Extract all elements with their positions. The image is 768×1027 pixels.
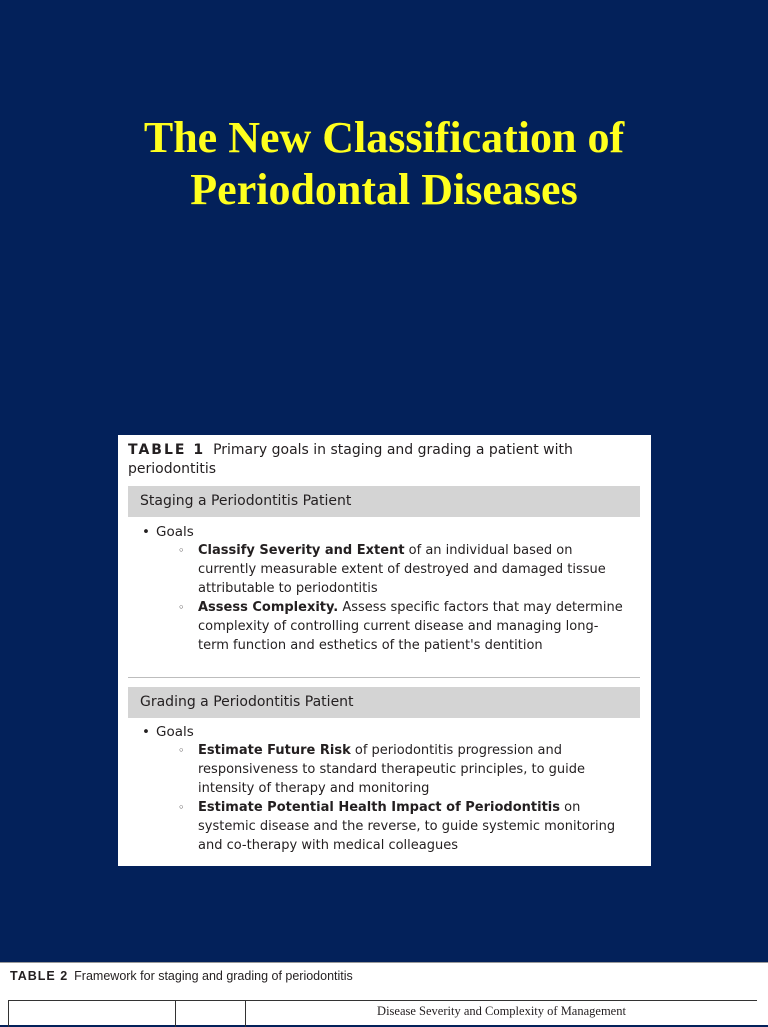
- grading-item-health-impact-text: on systemic disease and the reverse, to guide systemic monitoring and co-therapy with medical colleagues: [198, 800, 616, 853]
- grading-item-health-impact-bold: Estimate Potential Health Impact of Periodontitis: [198, 800, 560, 815]
- table-1-caption-text: Primary goals in staging and grading a patient with periodontitis: [128, 442, 573, 477]
- staging-item-severity-text: of an individual based on currently measurable extent of destroyed and damaged tissue attributable to periodontitis: [198, 543, 606, 596]
- staging-goals-label: • Goals: [156, 523, 194, 541]
- slide-title: [0, 112, 768, 216]
- table-2-column-header: Disease Severity and Complexity of Management: [377, 1004, 626, 1018]
- staging-item-complexity-bold: Assess Complexity.: [198, 600, 339, 615]
- staging-item-complexity: [198, 599, 628, 655]
- grading-section-header: Grading a Periodontitis Patient: [128, 687, 640, 718]
- staging-item-complexity-text: Assess specific factors that may determine complexity of controlling current disease and managing long-term function and esthetics of the patient's dentition: [198, 600, 623, 653]
- table-2-grid: [8, 1000, 757, 1027]
- table-2-caption: [10, 969, 353, 983]
- grading-item-future-risk-text: of periodontitis progression and responsiveness to standard therapeutic principles, to guide intensity of therapy and monitoring: [198, 743, 586, 796]
- staging-section-header: Staging a Periodontitis Patient: [128, 486, 640, 517]
- slide-title-line2: Periodontal Diseases: [190, 165, 578, 214]
- table-1: [118, 435, 651, 866]
- table-2-caption-text: Framework for staging and grading of periodontitis: [74, 969, 353, 983]
- staging-item-severity-bold: Classify Severity and Extent: [198, 543, 405, 558]
- table-2-label: TABLE 2: [10, 969, 69, 983]
- table-1-label: TABLE 1: [128, 442, 206, 458]
- grading-item-health-impact: [198, 799, 628, 855]
- table-2-column-divider: [175, 1001, 176, 1027]
- grading-goals-label: • Goals: [156, 723, 194, 741]
- grading-item-future-risk-bold: Estimate Future Risk: [198, 743, 351, 758]
- grading-item-future-risk: [198, 742, 628, 798]
- slide-title-line1: The New Classification of: [143, 113, 625, 162]
- staging-item-severity: [198, 542, 628, 598]
- section-divider: [128, 677, 640, 678]
- table-1-caption: [128, 441, 638, 479]
- table-2: [0, 962, 768, 1025]
